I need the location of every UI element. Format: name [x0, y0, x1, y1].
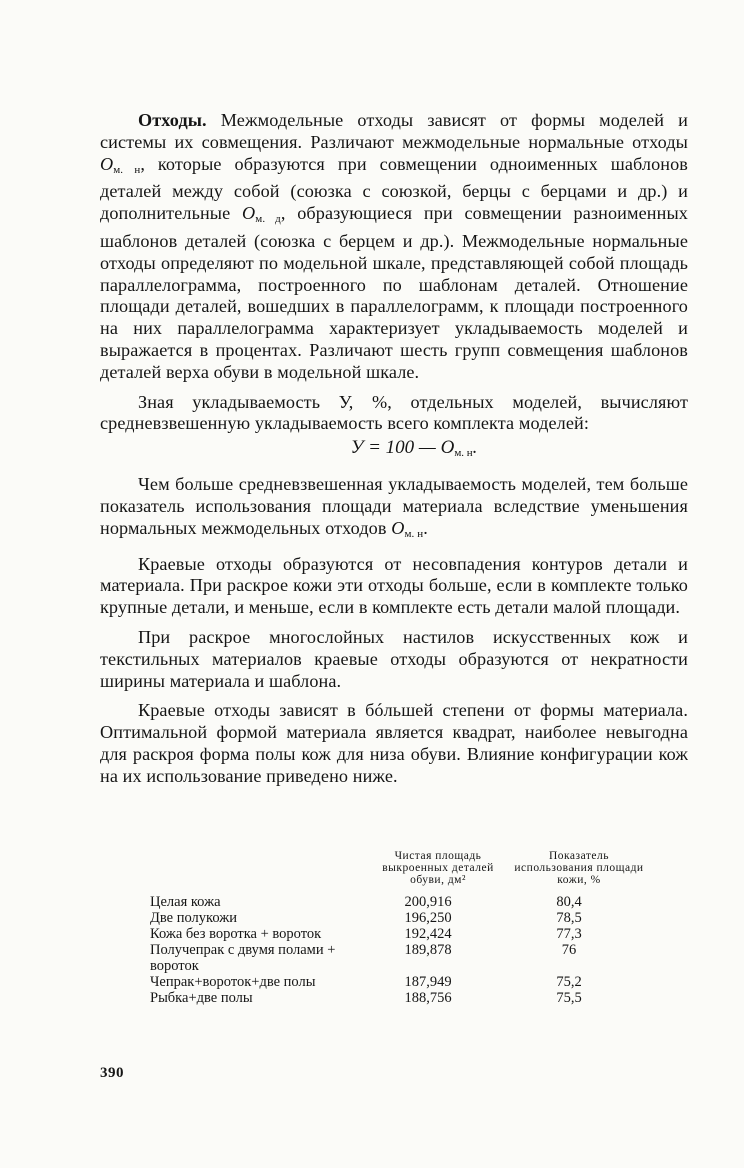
table-header-usage: Показатель использования площади кожи, % [514, 850, 644, 886]
table-row [150, 910, 650, 926]
table-row [150, 974, 650, 990]
page-text-column [100, 110, 688, 1006]
symbol-subscript: м. д [255, 213, 281, 226]
symbol-o: О [100, 153, 114, 174]
paragraph-waste-types [100, 110, 688, 384]
table-cell-area: 192,424 [404, 926, 452, 942]
table-row [150, 942, 650, 974]
symbol-o: О [242, 203, 256, 224]
table-cell-usage: 75,5 [556, 990, 582, 1006]
table-cell-name: Чепрак+вороток+две полы [150, 974, 316, 990]
paragraph-text: , которые образуются при совмещении одноименных шаблонов деталей между собой (союзка с союзкой, берцы с берцами и др.) и дополнительные [100, 153, 688, 224]
paragraph-multilayer-cutting: При раскрое многослойных настилов искусственных кож и текстильных материалов краевые отходы образуются от некратности ширины материала и шаблона. [100, 626, 688, 691]
formula-end: . [472, 437, 478, 459]
paragraph-text: Межмодельные отходы зависят от формы моделей и системы их совмещения. Различают межмодельные нормальные отходы [100, 110, 688, 152]
table-header-row [150, 850, 650, 894]
paragraph-stackability: Зная укладываемость У, %, отдельных моделей, вычисляют средневзвешенную укладываемость всего комплекта моделей: [100, 391, 688, 434]
leather-usage-table [150, 850, 650, 1006]
symbol-subscript: м. н [404, 527, 424, 540]
table-cell-area: 189,878 [404, 942, 452, 958]
table-row [150, 894, 650, 910]
table-header-area: Чистая площадь выкроенных деталей обуви, дм² [382, 850, 494, 886]
table-cell-name: Две полукожи [150, 910, 237, 926]
table-cell-name: Рыбка+две полы [150, 990, 253, 1006]
page-number: 390 [100, 1065, 124, 1081]
formula [140, 435, 688, 466]
table-cell-name: Получепрак с двумя полами + вороток [150, 942, 336, 974]
paragraph-text: Чем больше средневзвешенная укладываемость моделей, тем больше показатель использования площади материала вследствие уменьшения нормальных межмодельных отходов [100, 474, 688, 538]
paragraph-material-shape: Краевые отходы зависят в бóльшей степени от формы материала. Оптимальной формой материала является квадрат, наиболее невыгодна для раскроя форма полы кож для низа обуви. Влияние конфигурации кож на их использование приведено ниже. [100, 700, 688, 786]
symbol-o: О [391, 517, 405, 538]
paragraph-lead-heading: Отходы. [138, 110, 207, 130]
table-header-empty [150, 850, 368, 894]
table-cell-area: 188,756 [404, 990, 452, 1006]
table-cell-usage: 77,3 [556, 926, 582, 942]
formula-main: У = 100 — О [350, 437, 455, 459]
formula-subscript: м. н [454, 447, 473, 460]
paragraph-end: . [423, 517, 428, 538]
table-cell-area: 196,250 [404, 910, 452, 926]
table-cell-usage: 80,4 [556, 894, 582, 910]
table-cell-usage: 78,5 [556, 910, 582, 926]
paragraph-text: , образующиеся при совмещении разноименных шаблонов деталей (союзка с берцем и др.). Межмодельные нормальные отходы определяют по модельной шкале, представляющей собой площадь параллелограмма, построенного по шаблонам деталей. Отношение площади деталей, вошедших в параллелограмм, к площади построенного на них параллелограмма характеризует укладываемость моделей и выражается в процентах. Различают шесть групп совмещения шаблонов деталей верха обуви в модельной шкале. [100, 203, 688, 382]
paragraph-edge-waste: Краевые отходы образуются от несовпадения контуров детали и материала. При раскрое кожи эти отходы больше, если в комплекте только крупные детали, и меньше, если в комплекте есть детали малой площади. [100, 553, 688, 618]
table-row [150, 926, 650, 942]
symbol-subscript: м. н [113, 163, 141, 176]
table-cell-area: 187,949 [404, 974, 452, 990]
table-cell-name: Целая кожа [150, 894, 221, 910]
table-row [150, 990, 650, 1006]
table-cell-name: Кожа без воротка + вороток [150, 926, 322, 942]
table-cell-area: 200,916 [404, 894, 452, 910]
paragraph-weighted-average [100, 474, 688, 545]
table-cell-usage: 76 [561, 942, 577, 958]
table-cell-usage: 75,2 [556, 974, 582, 990]
